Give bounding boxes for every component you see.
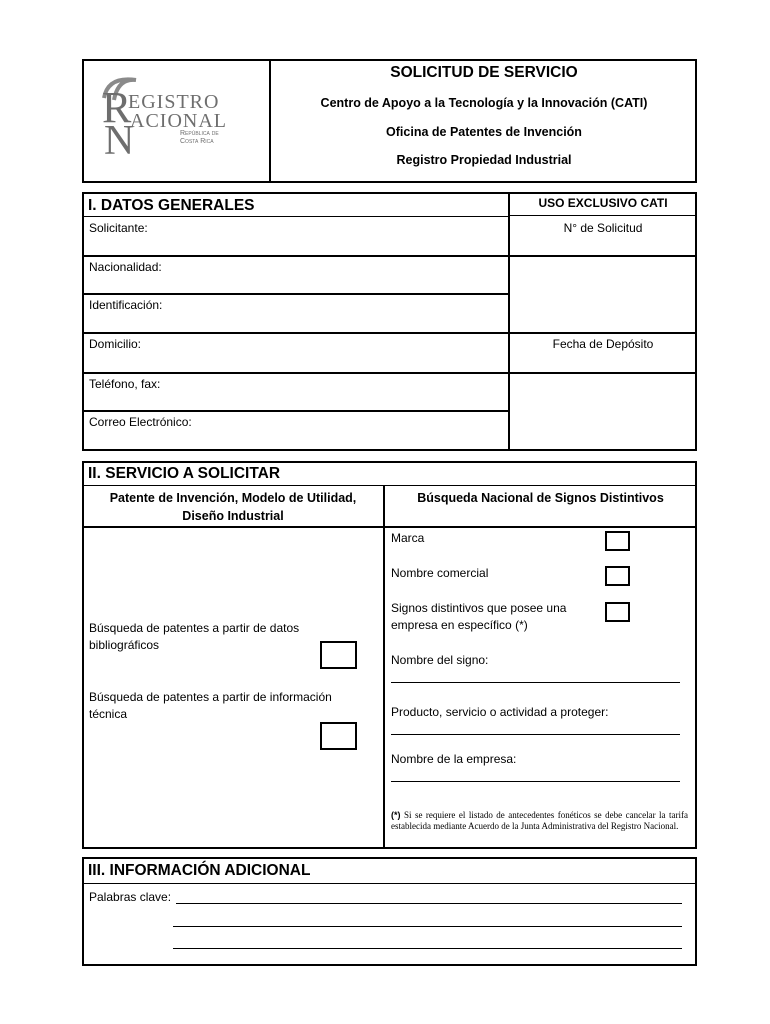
logo-text-nacional: ACIONAL xyxy=(130,110,227,132)
section2-divider xyxy=(383,486,385,848)
identificacion-field[interactable] xyxy=(84,295,508,332)
palabras-clave-line-1[interactable] xyxy=(176,903,682,904)
col-patentes-header: Patente de Invención, Modelo de Utilidad, Diseño Industrial xyxy=(109,491,357,523)
logo-text-republica: República de xyxy=(180,130,219,137)
solicitante-field[interactable] xyxy=(84,217,508,255)
section2-header-rule xyxy=(84,526,696,528)
nombre-empresa-label: Nombre de la empresa: xyxy=(391,752,517,766)
correo-field[interactable] xyxy=(84,412,508,449)
svg-text:R: R xyxy=(102,83,132,132)
header-line-oficina: Oficina de Patentes de Invención xyxy=(386,125,582,139)
palabras-clave-line-3[interactable] xyxy=(173,948,682,949)
identificacion-label: Identificación: xyxy=(89,298,163,312)
section1-title: I. DATOS GENERALES xyxy=(88,197,255,214)
logo-text-costa-rica: Costa Rica xyxy=(180,138,214,145)
domicilio-label: Domicilio: xyxy=(89,337,142,351)
footnote-marker: (*) xyxy=(391,810,401,820)
nombre-comercial-checkbox[interactable] xyxy=(605,566,630,586)
solicitante-label: Solicitante: xyxy=(89,221,148,235)
logo-text-registro: EGISTRO xyxy=(128,91,220,113)
busqueda-datos-label: Búsqueda de patentes a partir de datos bibliográficos xyxy=(89,621,300,652)
section3-title: III. INFORMACIÓN ADICIONAL xyxy=(88,862,311,879)
col-signos-header: Búsqueda Nacional de Signos Distintivos xyxy=(417,491,664,505)
producto-label: Producto, servicio o actividad a proteger: xyxy=(391,705,609,719)
telefono-field[interactable] xyxy=(84,374,508,410)
header-line-cati: Centro de Apoyo a la Tecnología y la Innovación (CATI) xyxy=(320,96,648,110)
nombre-comercial-label: Nombre comercial xyxy=(391,566,489,580)
section2-title-rule xyxy=(84,485,696,486)
signos-footnote xyxy=(391,810,688,832)
palabras-clave-line-2[interactable] xyxy=(173,926,682,927)
svg-text:N: N xyxy=(104,118,135,158)
nombre-empresa-field[interactable] xyxy=(391,781,680,782)
producto-field[interactable] xyxy=(391,734,680,735)
nombre-signo-label: Nombre del signo: xyxy=(391,653,489,667)
telefono-label: Teléfono, fax: xyxy=(89,377,161,391)
nacionalidad-field[interactable] xyxy=(84,257,508,293)
marca-label: Marca xyxy=(391,531,425,545)
form-title: SOLICITUD DE SERVICIO xyxy=(390,64,578,81)
correo-label: Correo Electrónico: xyxy=(89,415,192,429)
registro-nacional-logo xyxy=(96,70,256,158)
uso-exclusivo-label: USO EXCLUSIVO CATI xyxy=(538,196,668,210)
nombre-signo-field[interactable] xyxy=(391,682,680,683)
signos-distintivos-label: Signos distintivos que posee una empresa en específico (*) xyxy=(391,601,567,632)
fecha-deposito-label: Fecha de Depósito xyxy=(552,337,654,351)
uso-exclusivo-rule xyxy=(510,215,696,216)
section3-title-rule xyxy=(84,883,696,884)
marca-checkbox[interactable] xyxy=(605,531,630,551)
footnote-text: Si se requiere el listado de antecedentes fonéticos se debe cancelar la tarifa establecida mediante Acuerdo de la Junta Administrativa del Registro Nacional. xyxy=(391,810,688,831)
palabras-clave-label: Palabras clave: xyxy=(89,890,172,904)
nacionalidad-label: Nacionalidad: xyxy=(89,260,162,274)
n-solicitud-label: N° de Solicitud xyxy=(563,221,643,235)
signos-distintivos-checkbox[interactable] xyxy=(605,602,630,622)
busqueda-info-checkbox[interactable] xyxy=(320,722,357,750)
header-line-registro: Registro Propiedad Industrial xyxy=(396,153,572,167)
busqueda-info-label: Búsqueda de patentes a partir de información técnica xyxy=(89,690,332,721)
section2-title: II. SERVICIO A SOLICITAR xyxy=(88,465,281,482)
busqueda-datos-checkbox[interactable] xyxy=(320,641,357,669)
domicilio-field[interactable] xyxy=(84,334,508,372)
